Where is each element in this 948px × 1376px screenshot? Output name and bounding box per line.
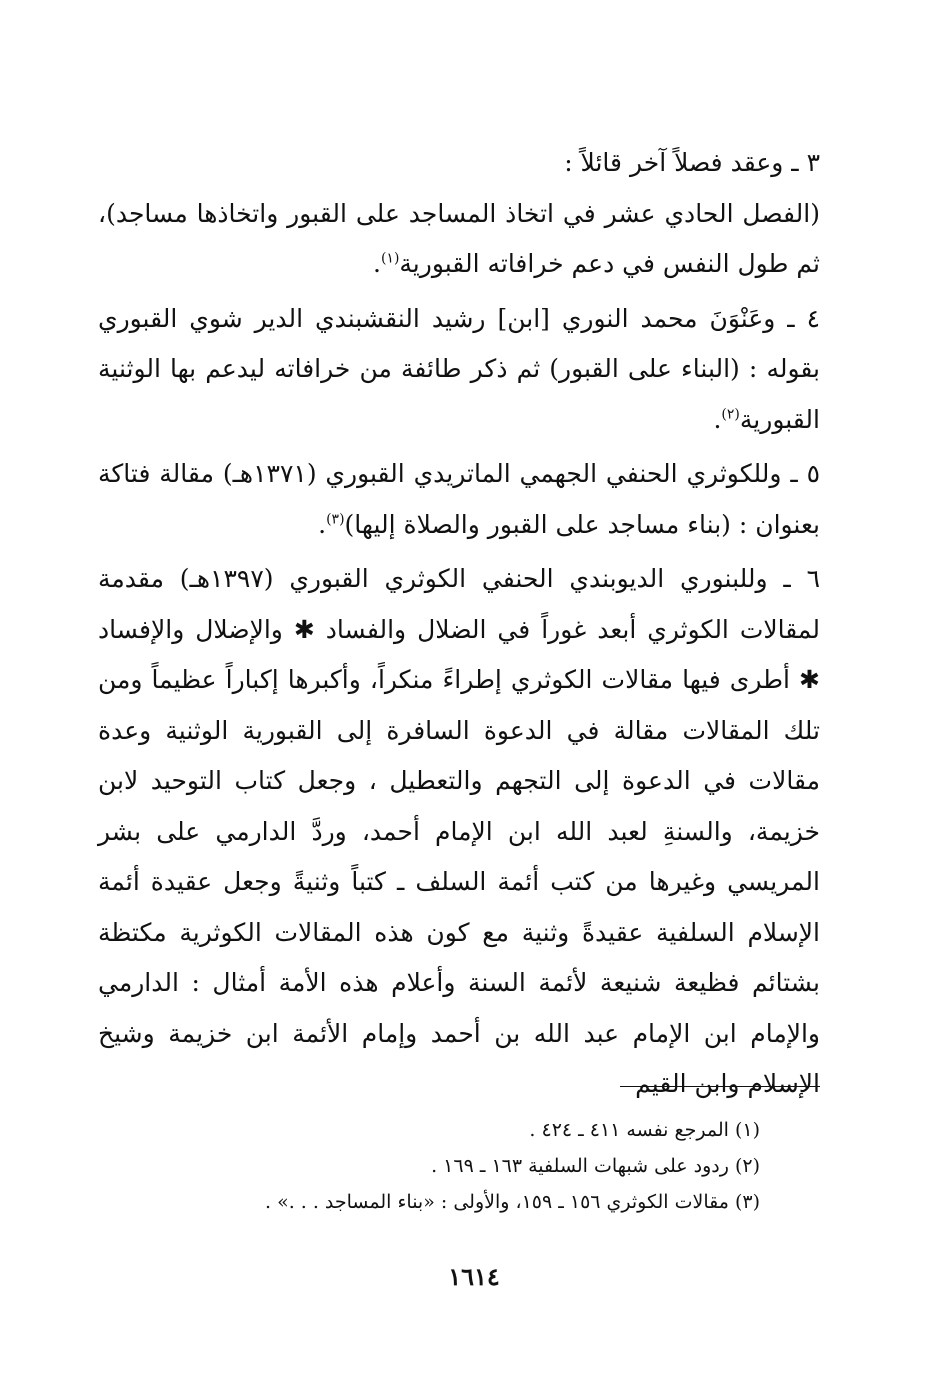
paragraph-4 (98, 294, 820, 446)
paragraph-3 (98, 138, 820, 189)
footnotes (160, 1112, 760, 1220)
footnote-3: (٣) مقالات الكوثري ١٥٦ ـ ١٥٩، والأولى : «بناء المساجد . . .» . (264, 1191, 760, 1213)
footnote-ref-2[interactable]: (٢) (721, 406, 740, 423)
footnote-2: (٢) ردود على شبهات السلفية ١٦٣ ـ ١٦٩ . (431, 1155, 760, 1177)
paragraph-tail: . (713, 404, 722, 434)
paragraph-text: (الفصل الحادي عشر في اتخاذ المساجد على القبور واتخاذها مساجد)، ثم طول النفس في دعم خرافاته القبورية (98, 198, 820, 278)
paragraph-text: ٤ ـ وعَنْوَنَ محمد النوري [ابن] رشيد النقشبندي الدير شوي القبوري بقوله : (البناء على القبور) ثم ذكر طائفة من خرافاته ليدعم بها الوثنية القبورية (98, 303, 820, 434)
paragraph-tail: . (318, 509, 327, 539)
footnote-divider (620, 1086, 820, 1087)
footnote-1: (١) المرجع نفسه ٤١١ ـ ٤٢٤ . (529, 1119, 760, 1141)
footnote-ref-3[interactable]: (٣) (326, 511, 345, 528)
paragraph-text: ٦ ـ وللبنوري الديوبندي الحنفي الكوثري القبوري (١٣٩٧هـ) مقدمة لمقالات الكوثري أبعد غوراً في الضلال والفساد ✱ والإضلال والإفساد ✱ أطرى فيها مقالات الكوثري إطراءً منكراً، وأكبرها إكباراً عظيماً ومن تلك المقالات مقالة في الدعوة السافرة إلى القبورية الوثنية وعدة مقالات في الدعوة إلى التجهم والتعطيل ، وجعل كتاب التوحيد لابن خزيمة، والسنةِ لعبد الله ابن الإمام أحمد، وردَّ الدارمي على بشر المريسي وغيرها من كتب أئمة السلف ـ كتباً وثنيةً وجعل عقيدة أئمة الإسلام السلفية عقيدةً وثنية مع كون هذه المقالات الكوثرية مكتظة بشتائم فظيعة شنيعة لأئمة السنة وأعلام هذه الأمة أمثال : الدارمي والإمام ابن الإمام عبد الله بن أحمد وإمام الأئمة ابن خزيمة وشيخ الإسلام وابن القيم (98, 564, 820, 1098)
paragraph-3-quote (98, 189, 820, 290)
paragraph-text: ٣ ـ وعقد فصلاً آخر قائلاً : (564, 148, 820, 177)
main-text (98, 138, 820, 1110)
footnote-ref-1[interactable]: (١) (380, 250, 400, 267)
paragraph-5 (98, 449, 820, 550)
paragraph-text: ٥ ـ وللكوثري الحنفي الجهمي الماتريدي القبوري (١٣٧١هـ) مقالة فتاكة بعنوان : (بناء مساجد على القبور والصلاة إليها) (98, 459, 820, 539)
paragraph-tail: . (372, 249, 381, 278)
paragraph-6 (98, 554, 820, 1110)
page-number: ١٦١٤ (448, 1262, 500, 1291)
